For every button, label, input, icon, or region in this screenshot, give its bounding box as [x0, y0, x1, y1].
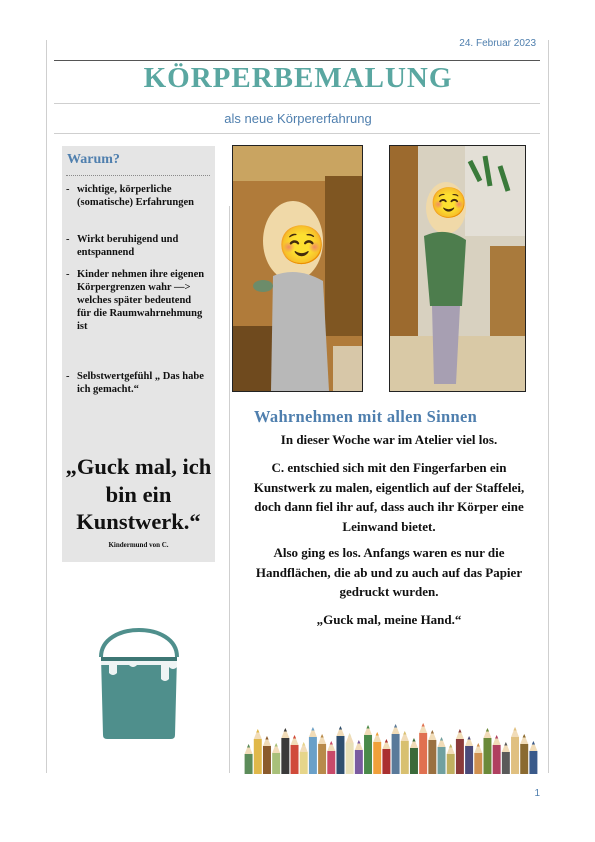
pencil-body	[318, 744, 326, 774]
bullet-text: wichtige, körperliche (somatische) Erfahrungen	[77, 184, 194, 208]
pencil-body	[272, 753, 280, 774]
page-date: 24. Februar 2023	[459, 38, 536, 49]
colored-pencils-illustration	[244, 700, 538, 774]
pencil-body	[300, 752, 308, 774]
pencil-lead	[449, 744, 452, 748]
pencil-lead	[523, 734, 526, 738]
pencil-body	[474, 753, 482, 774]
pencil-body	[483, 738, 491, 774]
pencil-lead	[467, 736, 470, 740]
pencil-body	[254, 739, 262, 774]
pencil-lead	[330, 741, 333, 745]
pencil-body	[346, 743, 354, 774]
bullet-dash: -	[66, 371, 70, 382]
pencil-lead	[486, 728, 489, 732]
pencil-lead	[284, 728, 287, 732]
photo-right	[389, 145, 526, 392]
page-subtitle: als neue Körpererfahrung	[224, 111, 372, 126]
bullet-dash: -	[66, 184, 70, 195]
bullet-text: Selbstwertgefühl „ Das habe ich gemacht.“	[77, 371, 204, 395]
pencil-lead	[302, 742, 305, 746]
pencil-lead	[431, 730, 434, 734]
pencil-lead	[357, 740, 360, 744]
pencil-lead	[412, 738, 415, 742]
pencil-lead	[385, 739, 388, 743]
pencil-lead	[256, 729, 259, 733]
pencil-body	[511, 737, 519, 774]
pencil-body	[245, 754, 253, 774]
page-border-right	[548, 40, 549, 773]
page-border-left	[46, 40, 47, 773]
face-cover-emoji: ☺️	[430, 187, 468, 220]
bullet-text: Kinder nehmen ihre eigenen Körpergrenzen wahr —> welches später bedeutend für die Raumwahrnehmung ist	[77, 269, 205, 332]
header-rule-bottom	[54, 133, 540, 134]
pencil-body	[373, 742, 381, 774]
bullet-dash: -	[66, 269, 70, 280]
pencil-body	[355, 750, 363, 774]
pencil-lead	[293, 735, 296, 739]
pencil-lead	[495, 735, 498, 739]
pencil-body	[493, 745, 501, 774]
pencil-body	[364, 735, 372, 774]
pencil-body	[392, 734, 400, 774]
pencil-body	[456, 739, 464, 774]
article-paragraph: „Guck mal, meine Hand.“	[316, 612, 462, 627]
article-paragraph: Also ging es los. Anfangs waren es nur die Handflächen, die ab und zu auch auf das Papier gedruckt wurden.	[255, 545, 523, 599]
pencil-lead	[348, 733, 351, 737]
pencil-lead	[376, 732, 379, 736]
pencil-lead	[422, 723, 425, 727]
article-paragraph: C. entschied sich mit den Fingerfarben ein Kunstwerk zu malen, eigentlich auf der Staffelei, doch dann fiel ihr auf, dass auch ihr Körper eine Leinwand bietet.	[253, 460, 525, 534]
pencil-body	[419, 733, 427, 774]
quote-source: Kindermund von C.	[108, 541, 169, 549]
pencil-body	[520, 744, 528, 774]
pencil-body	[327, 751, 335, 774]
pencil-body	[281, 738, 289, 774]
header-rule-middle	[54, 103, 540, 104]
pencil-body	[291, 745, 299, 774]
pencil-body	[529, 751, 537, 774]
paint-bucket-icon	[97, 617, 181, 741]
pencil-body	[465, 746, 473, 774]
pencil-lead	[339, 726, 342, 730]
pencil-lead	[403, 731, 406, 735]
pencil-lead	[440, 737, 443, 741]
column-divider	[229, 206, 230, 773]
pencil-body	[428, 740, 436, 774]
bullet-dash: -	[66, 234, 70, 245]
pencil-body	[447, 754, 455, 774]
pencil-body	[263, 746, 271, 774]
sidebar-divider	[66, 175, 210, 176]
article-heading: Wahrnehmen mit allen Sinnen	[254, 407, 478, 426]
sidebar-quote: „Guck mal, ich bin ein Kunstwerk.“	[65, 454, 212, 534]
pencil-lead	[320, 734, 323, 738]
face-cover-emoji: ☺️	[278, 225, 326, 267]
article-paragraph: In dieser Woche war im Atelier viel los.	[280, 432, 498, 447]
pencil-lead	[477, 743, 480, 747]
pencil-body	[336, 736, 344, 774]
pencil-lead	[275, 743, 278, 747]
sidebar-heading: Warum?	[67, 152, 120, 167]
pencil-lead	[532, 741, 535, 745]
pencil-lead	[311, 727, 314, 731]
pencil-body	[438, 747, 446, 774]
pencil-lead	[394, 724, 397, 728]
pencil-body	[502, 752, 510, 774]
pencil-lead	[504, 742, 507, 746]
pencil-lead	[458, 729, 461, 733]
page-title: KÖRPERBEMALUNG	[143, 62, 453, 94]
pencil-body	[309, 737, 317, 774]
pencil-lead	[265, 736, 268, 740]
pencil-lead	[366, 725, 369, 729]
bullet-text: Wirkt beruhigend und entspannend	[77, 234, 179, 258]
pencil-body	[410, 748, 418, 774]
pencil-body	[401, 741, 409, 774]
page-number: 1	[534, 788, 540, 799]
pencil-lead	[247, 744, 250, 748]
pencil-body	[382, 749, 390, 774]
photo-left	[232, 145, 363, 392]
header-rule-top	[54, 60, 540, 61]
pencil-lead	[513, 727, 516, 731]
